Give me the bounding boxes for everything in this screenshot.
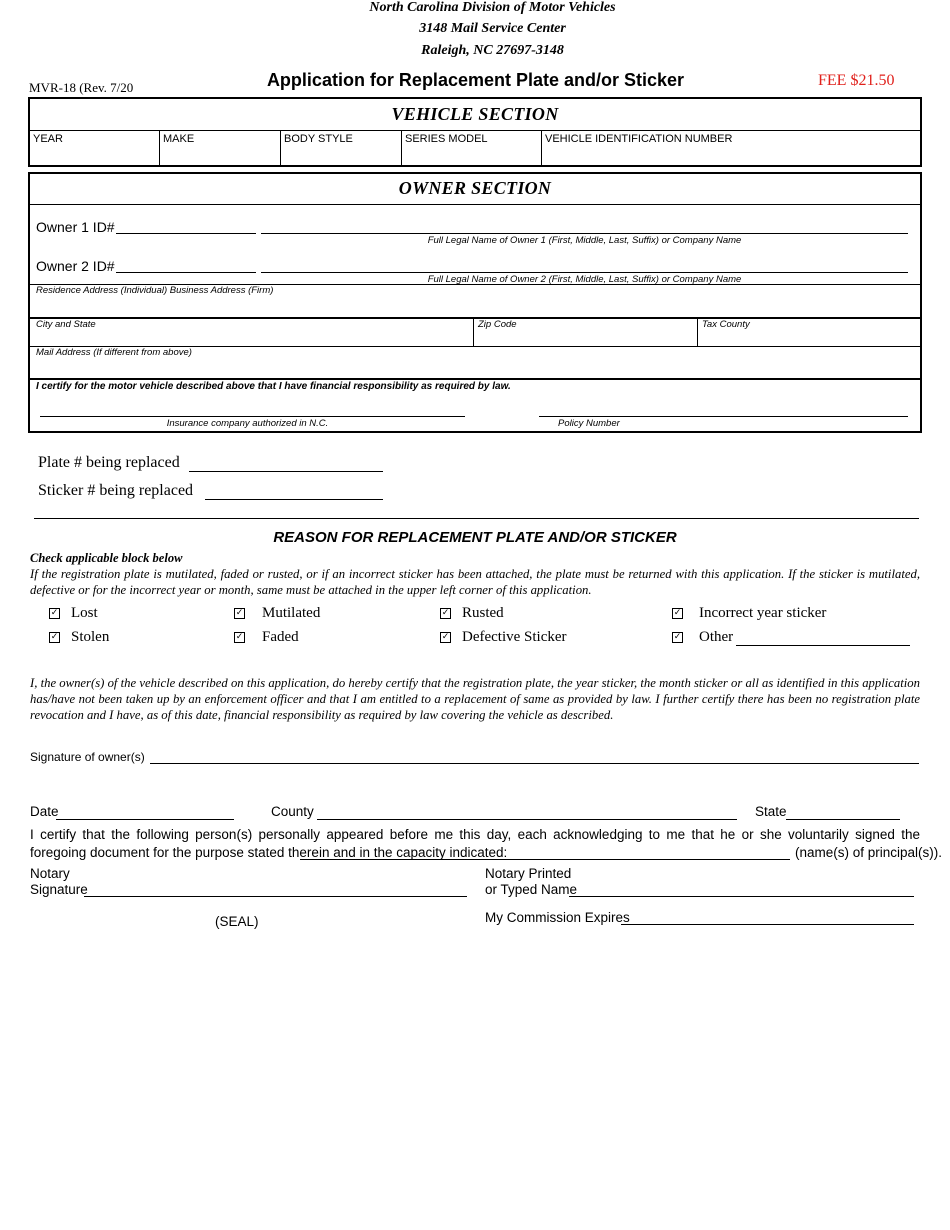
form-title: Application for Replacement Plate and/or Sticker — [266, 70, 685, 90]
body-style-label: BODY STYLE — [284, 133, 353, 145]
residence-address-input[interactable] — [30, 298, 920, 317]
fee-label: FEE $21.50 — [818, 72, 895, 89]
year-field[interactable] — [30, 131, 160, 167]
other-reason-input[interactable] — [736, 645, 910, 646]
lost-label: Lost — [71, 605, 98, 621]
make-label: MAKE — [163, 133, 195, 145]
tax-county-label: Tax County — [702, 319, 750, 330]
rusted-label: Rusted — [462, 605, 504, 621]
owner2-name-input[interactable] — [261, 272, 908, 273]
county-input[interactable] — [317, 819, 737, 820]
agency-name: North Carolina Division of Motor Vehicles — [369, 0, 616, 15]
agency-address-line2: Raleigh, NC 27697-3148 — [421, 43, 564, 58]
residence-address-label: Residence Address (Individual) Business Address (Firm) — [36, 285, 274, 296]
insurance-company-caption: Insurance company authorized in N.C. — [166, 418, 329, 429]
mutilated-checkbox[interactable]: ✓ — [235, 608, 244, 618]
defective-sticker-checkbox[interactable]: ✓ — [441, 632, 450, 642]
faded-checkbox[interactable]: ✓ — [235, 632, 244, 642]
agency-address-line1: 3148 Mail Service Center — [419, 21, 566, 36]
county-label: County — [271, 804, 314, 819]
owner2-id-label: Owner 2 ID# — [36, 258, 115, 274]
owner1-name-input[interactable] — [261, 233, 908, 234]
notary-statement: I certify that the following person(s) personally appeared before me this day, each acknowledging to me that he or she voluntarily signed the foregoing document for the purpose stated therein and in the capacity indicated: — [30, 827, 920, 860]
reason-title: REASON FOR REPLACEMENT PLATE AND/OR STICKER — [273, 529, 677, 546]
plate-replaced-input[interactable] — [189, 471, 383, 472]
divider — [34, 518, 919, 519]
vin-label: VEHICLE IDENTIFICATION NUMBER — [545, 133, 733, 145]
owner-section-title: OWNER SECTION — [398, 178, 552, 198]
sticker-replaced-input[interactable] — [205, 499, 383, 500]
city-state-label: City and State — [36, 319, 96, 330]
rusted-checkbox[interactable]: ✓ — [441, 608, 450, 618]
zip-code-label: Zip Code — [478, 319, 517, 330]
vehicle-section-title: VEHICLE SECTION — [391, 104, 559, 124]
financial-responsibility-statement: I certify for the motor vehicle described above that I have financial responsibility as required by law. — [36, 381, 511, 392]
owner1-name-caption: Full Legal Name of Owner 1 (First, Middle, Last, Suffix) or Company Name — [427, 235, 742, 246]
body-style-field[interactable] — [281, 131, 402, 167]
make-field[interactable] — [160, 131, 281, 167]
plate-replaced-label: Plate # being replaced — [38, 454, 180, 471]
vehicle-section — [28, 97, 922, 167]
mail-address-input[interactable] — [30, 360, 920, 378]
owner2-name-caption: Full Legal Name of Owner 2 (First, Middle, Last, Suffix) or Company Name — [427, 274, 742, 285]
tax-county-input[interactable] — [698, 332, 920, 346]
vin-field[interactable] — [542, 131, 920, 167]
incorrect-year-sticker-checkbox[interactable]: ✓ — [673, 608, 682, 618]
owner-section — [28, 172, 922, 433]
state-label: State — [755, 804, 787, 819]
zip-code-input[interactable] — [474, 332, 697, 346]
replacement-instructions: If the registration plate is mutilated, faded or rusted, or if an incorrect sticker has been attached, the plate must be returned with this application. If the sticker is mutilated, defective or for the incorrect year or month, same must be attached in the upper left corner of this application. — [30, 567, 920, 597]
notary-printed-label-line2: or Typed Name — [485, 882, 578, 897]
owner-certification: I, the owner(s) of the vehicle described on this application, do hereby certify that the registration plate, the year sticker, the month sticker or all as identified in this application has/have not been taken up by an enforcement officer and that I am entitled to a replacement of same as provided by law. I further certify there has been no registration plate revocation and I have, as of this date, financial responsibility as required by law covering the vehicle as described. — [30, 676, 920, 722]
date-label: Date — [30, 804, 59, 819]
owner2-id-input[interactable] — [116, 272, 256, 273]
owner-signature-label: Signature of owner(s) — [30, 750, 145, 764]
policy-number-input[interactable] — [539, 416, 908, 417]
stolen-label: Stolen — [71, 629, 110, 645]
check-block-instruction: Check applicable block below — [30, 551, 183, 565]
incorrect-year-sticker-label: Incorrect year sticker — [699, 605, 827, 621]
defective-sticker-label: Defective Sticker — [462, 629, 567, 645]
principal-names-input[interactable] — [300, 859, 790, 860]
stolen-checkbox[interactable]: ✓ — [50, 632, 59, 642]
date-input[interactable] — [56, 819, 234, 820]
lost-checkbox[interactable]: ✓ — [50, 608, 59, 618]
divider — [30, 204, 920, 205]
mail-address-label: Mail Address (If different from above) — [36, 347, 192, 358]
year-label: YEAR — [33, 133, 63, 145]
owner1-id-input[interactable] — [116, 233, 256, 234]
owner1-id-label: Owner 1 ID# — [36, 219, 115, 235]
notary-printed-name-input[interactable] — [569, 896, 914, 897]
notary-printed-label-line1: Notary Printed — [485, 866, 572, 881]
form-id: MVR-18 (Rev. 7/20 — [29, 80, 134, 95]
commission-expires-input[interactable] — [621, 924, 914, 925]
other-label: Other — [699, 629, 734, 645]
state-input[interactable] — [786, 819, 900, 820]
sticker-replaced-label: Sticker # being replaced — [38, 482, 194, 499]
series-model-label: SERIES MODEL — [405, 133, 488, 145]
divider — [30, 378, 920, 380]
faded-label: Faded — [262, 629, 299, 645]
notary-signature-label-line2: Signature — [30, 882, 88, 897]
owner-signature-input[interactable] — [150, 763, 919, 764]
seal-label: (SEAL) — [215, 914, 259, 929]
notary-signature-input[interactable] — [84, 896, 467, 897]
city-state-input[interactable] — [30, 332, 473, 346]
divider — [30, 317, 920, 319]
insurance-company-input[interactable] — [40, 416, 465, 417]
notary-signature-label-line1: Notary — [30, 866, 70, 881]
principal-names-label: (name(s) of principal(s)). — [795, 845, 943, 860]
mutilated-label: Mutilated — [262, 605, 321, 621]
policy-number-caption: Policy Number — [558, 418, 620, 429]
commission-expires-label: My Commission Expires — [485, 910, 630, 925]
other-checkbox[interactable]: ✓ — [673, 632, 682, 642]
series-model-field[interactable] — [402, 131, 542, 167]
